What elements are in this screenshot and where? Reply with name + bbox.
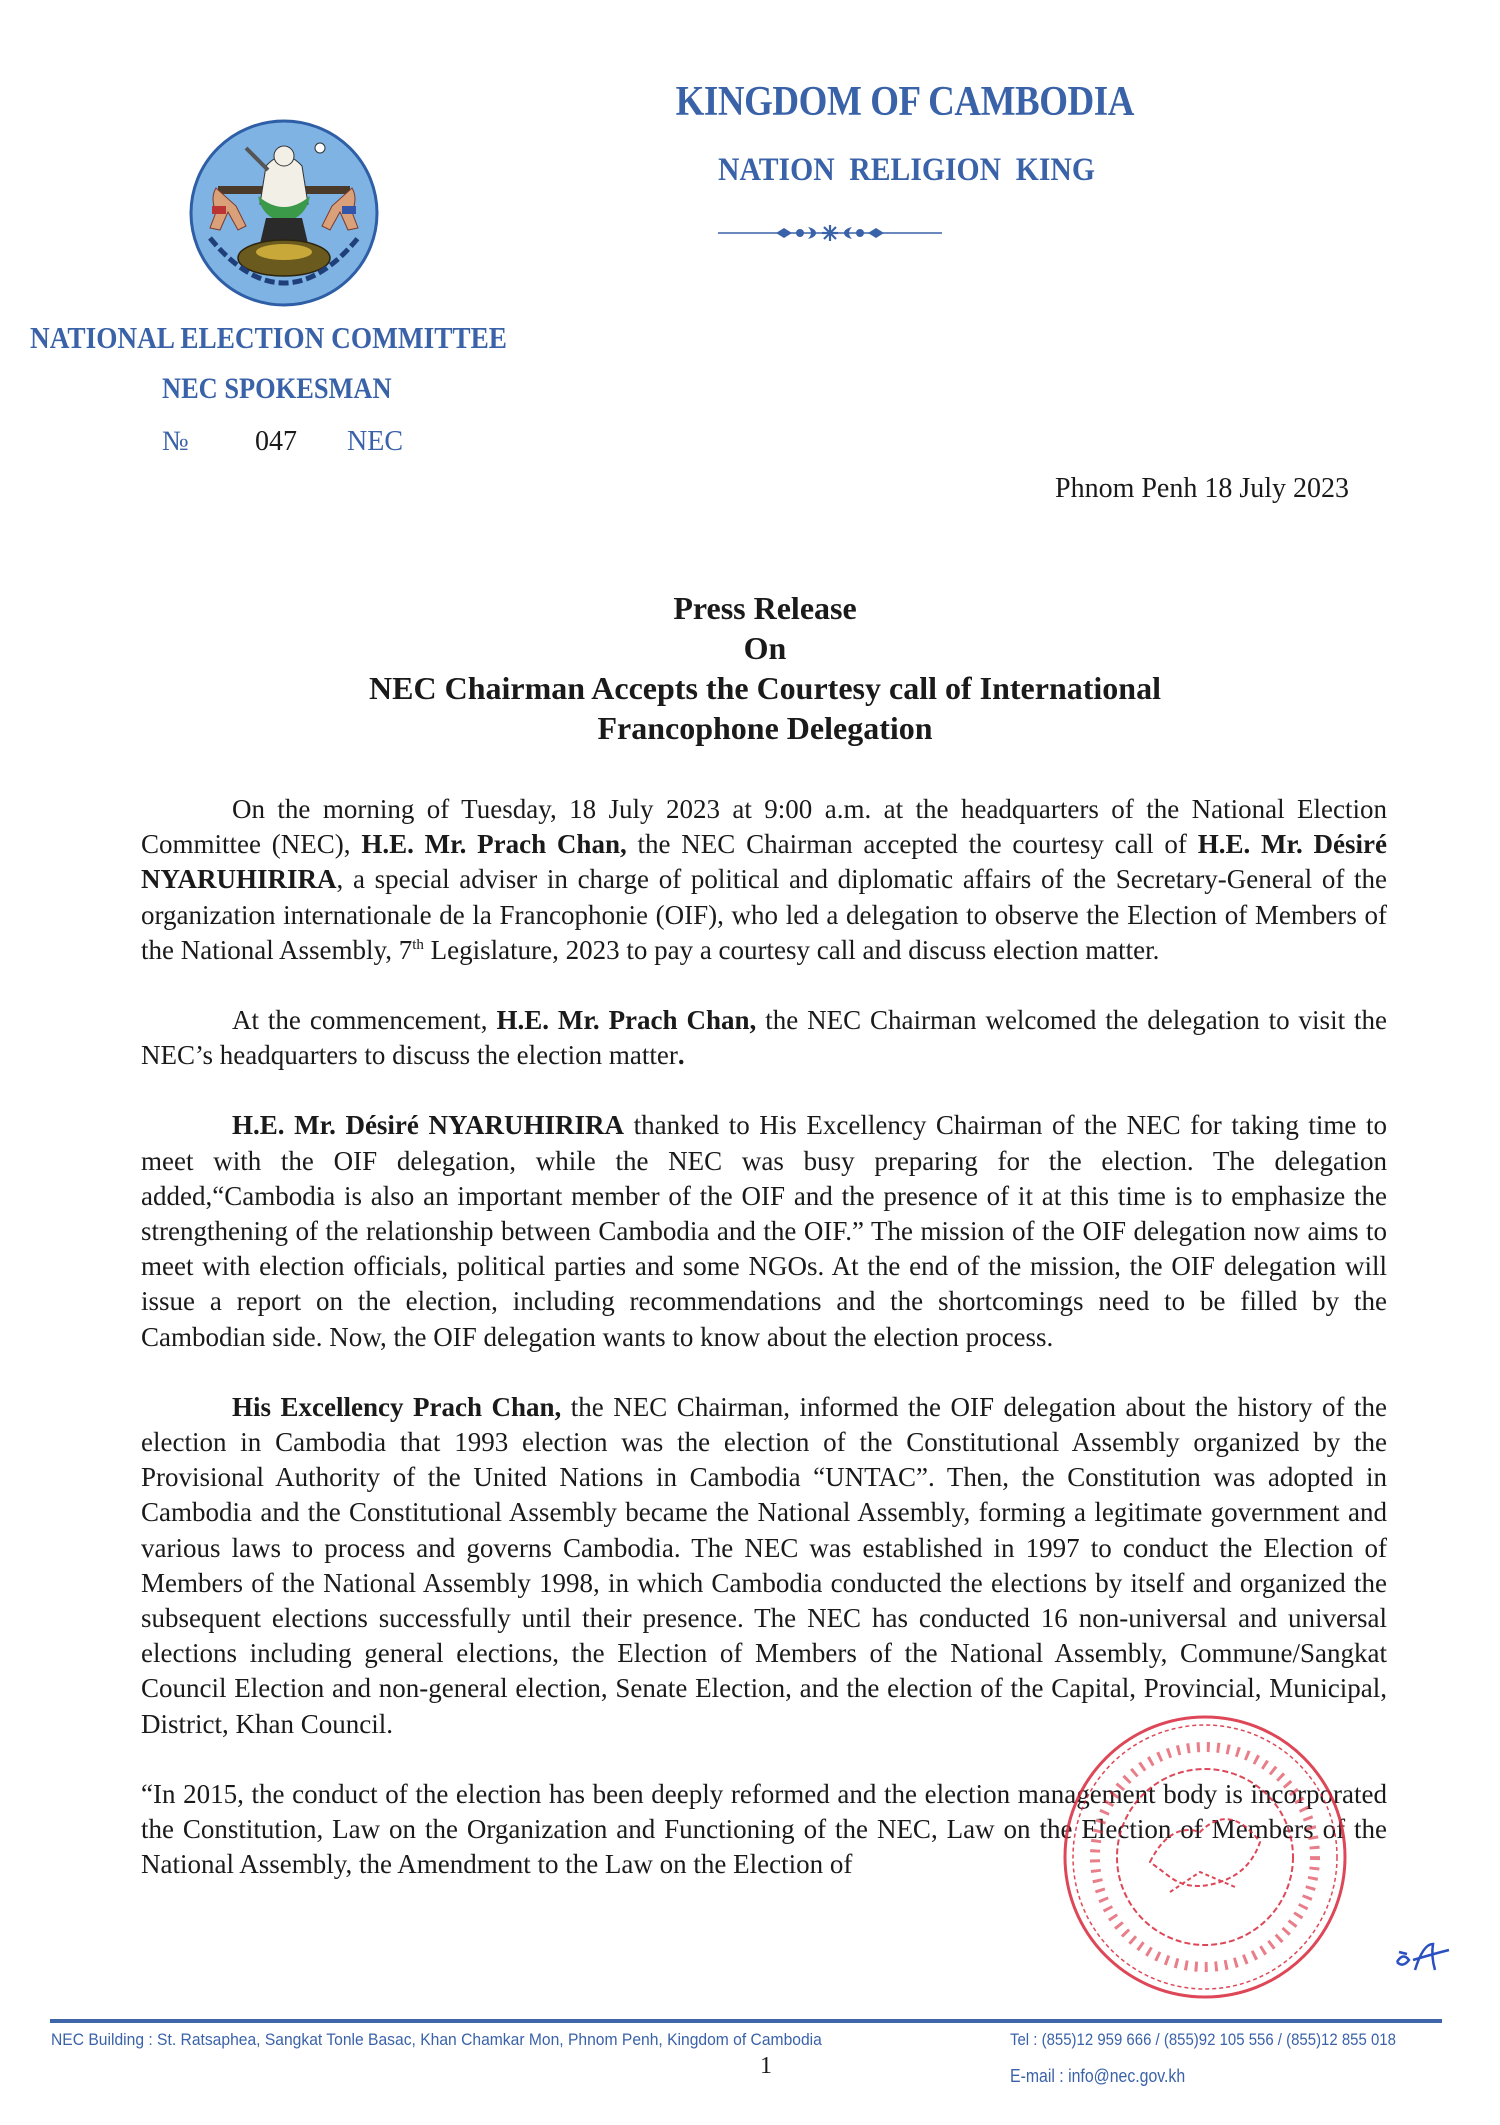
handwritten-initials-icon	[1393, 1940, 1453, 1974]
title-line-3: NEC Chairman Accepts the Courtesy call of International	[369, 670, 1161, 706]
footer-email: E-mail : info@nec.gov.kh	[1010, 2066, 1186, 2086]
press-release-title	[200, 588, 1330, 748]
bold-name: H.E. Mr. Désiré NYARUHIRIRA	[232, 1110, 625, 1141]
national-motto: NATION RELIGION KING	[718, 152, 1095, 188]
royal-ornament-divider-icon	[718, 222, 942, 244]
reference-number: 047	[255, 426, 297, 457]
reference-number-row	[162, 426, 403, 458]
title-line-4: Francophone Delegation	[597, 710, 933, 746]
reference-label: №	[162, 426, 189, 457]
paragraph-text: thanked to His Excellency Chairman of the NEC for taking time to meet with the OIF delegation, while the NEC was busy preparing for the election. The delegation added,“Cambodia is also an important member of the OIF and the presence of it at this time is to emphasize the strengthening of the relationship between Cambodia and the OIF.” The mission of the OIF delegation now aims to meet with election officials, political parties and some NGOs. At the end of the mission, the OIF delegation will issue a report on the election, including recommendations and the shortcomings need to be filled by the Cambodian side. Now, the OIF delegation wants to know about the election process.	[141, 1110, 1387, 1352]
bold-period: .	[677, 1040, 685, 1071]
paragraph-text: the NEC Chairman, informed the OIF delegation about the history of the election in Cambodia that 1993 election was the election of the Constitutional Assembly organized by the Provisional Authority of the United Nations in Cambodia “UNTAC”. Then, the Constitution was adopted in Cambodia and the Constitutional Assembly became the National Assembly, forming a legitimate government and various laws to process and governs Cambodia. The NEC was established in 1997 to conduct the Election of Members of the National Assembly 1998, in which Cambodia conducted the elections by itself and organized the subsequent elections successfully until their presence. The NEC has conducted 16 non-universal and universal elections including general elections, the Election of Members of the National Assembly, Commune/Sangkat Council Election and non-general election, Senate Election, and the election of the Capital, Provincial, Municipal, District, Khan Council.	[141, 1391, 1388, 1739]
bold-name: H.E. Mr. Prach Chan,	[496, 1005, 757, 1036]
footer-divider	[50, 2019, 1442, 2023]
paragraph-text: On the morning of Tuesday, 18 July 2023 at 9:00 a.m. at the headquarters of the National Election Committee (NEC),	[141, 794, 1387, 860]
paragraph-text: , a special adviser in charge of political and diplomatic affairs of the Secretary-General of the organization internationale de la Francophonie (OIF), who led a delegation to observe the Election of Members of the National Assembly, 7	[141, 864, 1387, 965]
paragraph-text: the NEC Chairman welcomed the delegation to visit the NEC’s headquarters to discuss the election matter	[141, 1005, 1387, 1071]
title-line-1: Press Release	[673, 590, 857, 626]
kingdom-heading: KINGDOM OF CAMBODIA	[675, 79, 1134, 125]
date-line: Phnom Penh 18 July 2023	[1055, 473, 1350, 504]
paragraph-3	[141, 1108, 1387, 1354]
reference-suffix: NEC	[347, 426, 403, 457]
footer-address: NEC Building : St. Ratsaphea, Sangkat Tonle Basac, Khan Chamkar Mon, Phnom Penh, Kingdom of Cambodia	[51, 2030, 822, 2049]
page-number: 1	[760, 2053, 772, 2079]
paragraph-1	[141, 792, 1387, 968]
paragraph-4	[141, 1390, 1387, 1742]
ordinal-superscript: th	[412, 936, 424, 953]
bold-name: His Excellency Prach Chan,	[232, 1391, 562, 1422]
footer-telephone: Tel : (855)12 959 666 / (855)92 105 556 / (855)12 855 018	[1010, 2030, 1396, 2049]
organization-name: NATIONAL ELECTION COMMITTEE	[30, 320, 507, 355]
press-release-body	[141, 792, 1387, 1917]
nec-emblem-logo-icon	[188, 118, 380, 308]
paragraph-5	[141, 1777, 1387, 1883]
paragraph-text: At the commencement,	[232, 1005, 497, 1036]
title-line-2: On	[743, 630, 787, 666]
bold-name: H.E. Mr. Désiré NYARUHIRIRA	[141, 829, 1387, 895]
bold-name: H.E. Mr. Prach Chan,	[361, 829, 627, 860]
paragraph-text: Legislature, 2023 to pay a courtesy call and discuss election matter.	[423, 934, 1160, 965]
paragraph-text: the NEC Chairman accepted the courtesy call of	[626, 829, 1198, 860]
office-name: NEC SPOKESMAN	[162, 372, 392, 405]
paragraph-2	[141, 1003, 1387, 1073]
paragraph-text: “In 2015, the conduct of the election has been deeply reformed and the election management body is incorporated the Constitution, Law on the Organization and Functioning of the NEC, Law on the Election of Members of the National Assembly, the Amendment to the Law on the Election of	[141, 1778, 1387, 1880]
